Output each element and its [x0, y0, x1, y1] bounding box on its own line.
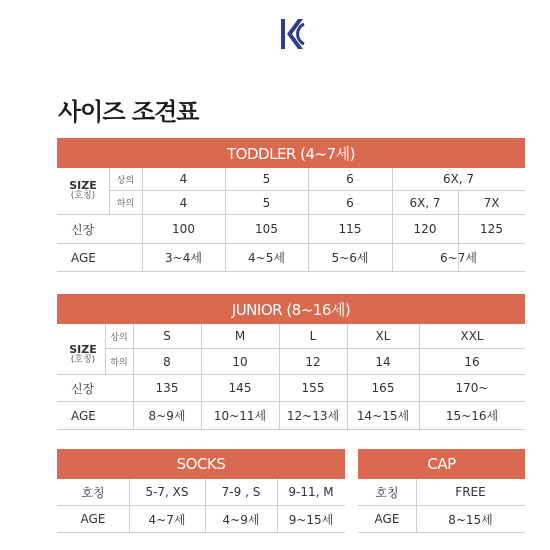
toddler-age-cell: 6~7세 [440, 251, 477, 265]
junior-age-label: AGE [71, 408, 96, 423]
cap-age-label: AGE [374, 512, 400, 526]
toddler-height-cell: 105 [255, 222, 278, 236]
toddler-age-cell: 5~6세 [331, 251, 369, 265]
toddler-height-label: 신장 [71, 222, 95, 237]
junior-age-cell: 8~9세 [148, 409, 186, 423]
socks-size-cell: 9-11, M [288, 485, 334, 499]
junior-height-label: 신장 [71, 381, 95, 396]
junior-size-label: SIZE (호칭) [69, 343, 97, 366]
cap-header: CAP [358, 449, 525, 479]
junior-top-cell: M [234, 329, 246, 343]
junior-age-cell: 12~13세 [286, 409, 340, 423]
toddler-table [57, 138, 525, 272]
junior-header: JUNIOR (8~16세) [57, 294, 525, 324]
junior-top-cell: S [163, 329, 171, 343]
toddler-bottom-cell: 6X, 7 [409, 195, 441, 210]
junior-top-cell: XXL [460, 329, 484, 343]
junior-bottom-cell: 14 [375, 354, 391, 369]
junior-top-label: 상의 [110, 332, 128, 343]
toddler-bottom-cell: 5 [262, 195, 271, 210]
socks-age-cell: 4~9세 [222, 512, 260, 527]
toddler-top-label: 상의 [116, 175, 135, 186]
cap-size-cell: FREE [455, 485, 486, 499]
toddler-bottom-label: 하의 [116, 199, 135, 209]
toddler-height-cell: 115 [338, 222, 362, 236]
socks-size-label: 호칭 [81, 485, 105, 500]
junior-age-cell: 10~11세 [213, 409, 267, 423]
toddler-top-cell: 6X, 7 [442, 172, 475, 186]
junior-age-cell: 14~15세 [356, 409, 410, 423]
toddler-bottom-cell: 7X [483, 195, 500, 210]
junior-bottom-cell: 10 [232, 354, 248, 369]
toddler-top-cell: 4 [179, 172, 188, 186]
socks-header: SOCKS [57, 449, 345, 479]
toddler-height-cell: 100 [172, 222, 195, 236]
socks-size-cell: 5-7, XS [145, 485, 189, 499]
toddler-bottom-cell: 6 [346, 195, 354, 210]
toddler-height-cell: 120 [413, 222, 437, 236]
cap-size-label: 호칭 [375, 485, 399, 500]
junior-bottom-label: 하의 [110, 358, 128, 368]
page-title: 사이즈 조견표 [58, 98, 199, 126]
junior-bottom-cell: 8 [163, 354, 171, 369]
socks-table [57, 449, 345, 533]
socks-age-label: AGE [80, 512, 106, 526]
toddler-age-label: AGE [71, 250, 96, 265]
toddler-age-cell: 4~5세 [248, 251, 285, 265]
toddler-height-cell: 125 [480, 222, 503, 236]
junior-height-cell: 145 [228, 381, 252, 395]
junior-bottom-cell: 16 [464, 354, 480, 369]
toddler-top-cell: 6 [346, 172, 354, 186]
junior-table [57, 294, 525, 430]
toddler-top-cell: 5 [262, 172, 271, 186]
cap-age-cell: 8~15세 [448, 512, 493, 527]
cap-table [358, 449, 525, 533]
toddler-header: TODDLER (4~7세) [57, 138, 525, 168]
junior-top-cell: L [309, 329, 317, 343]
toddler-size-label: SIZE (호칭) [69, 179, 97, 202]
junior-height-cell: 165 [371, 381, 395, 395]
toddler-bottom-cell: 4 [179, 195, 188, 210]
socks-size-cell: 7-9 , S [221, 485, 261, 499]
junior-age-cell: 15~16세 [445, 409, 499, 423]
kc-mark-icon [280, 16, 306, 52]
socks-age-cell: 9~15세 [288, 512, 334, 527]
junior-height-cell: 155 [301, 381, 325, 395]
junior-height-cell: 170~ [455, 381, 489, 395]
junior-bottom-cell: 12 [305, 354, 321, 369]
toddler-age-cell: 3~4세 [165, 251, 202, 265]
junior-top-cell: XL [375, 329, 391, 343]
junior-height-cell: 135 [155, 381, 179, 395]
socks-age-cell: 4~7세 [148, 512, 186, 527]
